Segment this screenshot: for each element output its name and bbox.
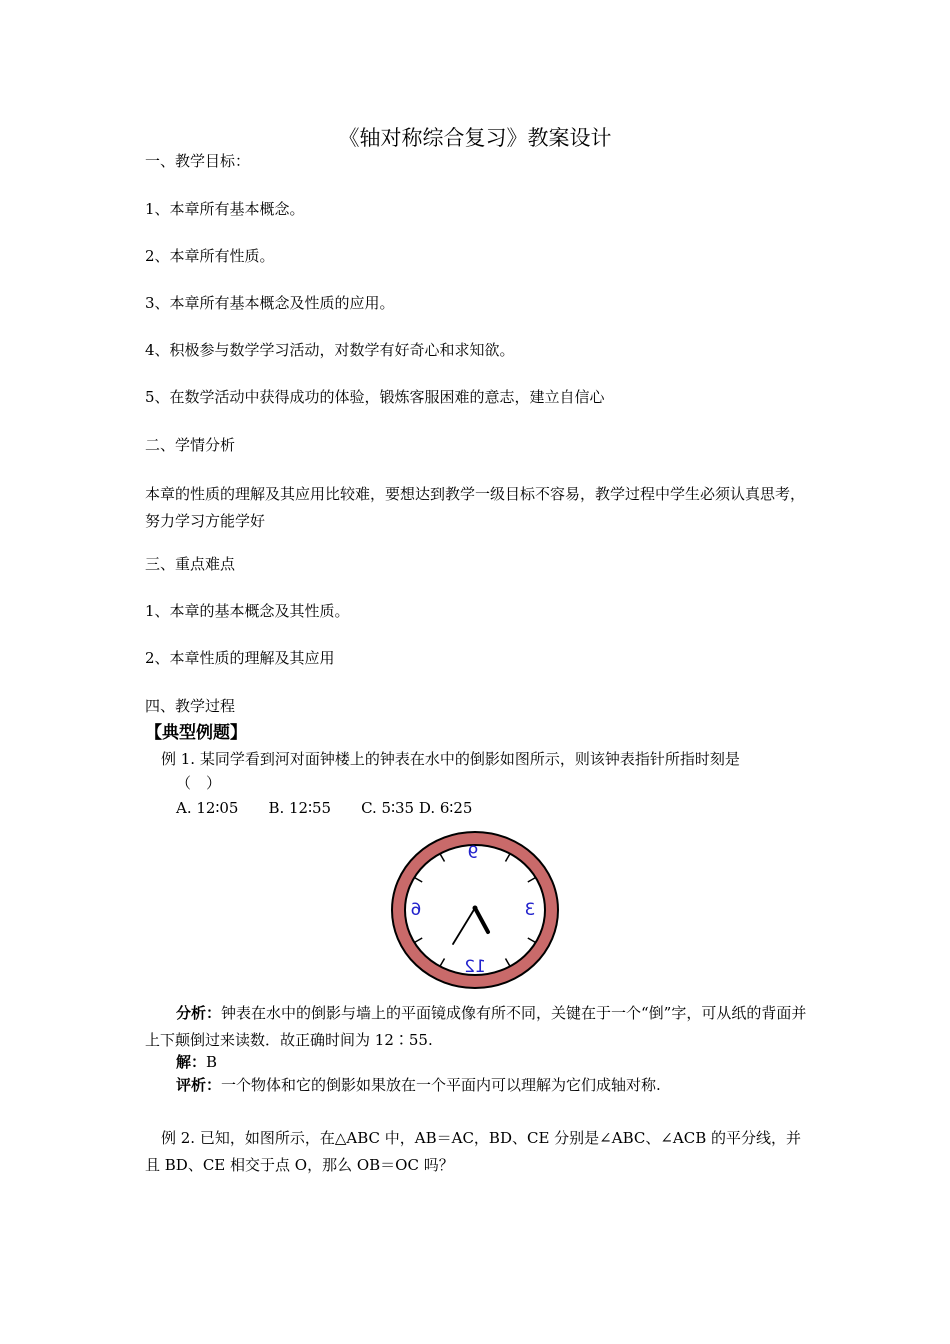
example-1-options: A. 12∶05 B. 12∶55 C. 5∶35 D. 6∶25: [176, 799, 473, 817]
section-2-heading: 二、学情分析: [145, 436, 236, 454]
mirrored-clock-figure: [389, 828, 561, 992]
example-1-question: 例 1. 某同学看到河对面钟楼上的钟表在水中的倒影如图所示，则该钟表指针所指时刻是: [161, 750, 740, 768]
analysis-body: 钟表在水中的倒影与墙上的平面镜成像有所不同，关键在于一个“倒”字，可从纸的背面并上下颠倒过来读数．故正确时间为 12∶55.: [145, 1004, 807, 1049]
answer-line: [176, 1052, 217, 1072]
objective-item-3: 3、本章所有基本概念及性质的应用。: [145, 294, 395, 312]
analysis-label: 分析：: [176, 1004, 222, 1022]
clock-label-left: 6: [410, 900, 422, 920]
document-title: 《轴对称综合复习》教案设计: [338, 126, 612, 150]
comment-line: [176, 1075, 661, 1095]
examples-heading: 【典型例题】: [145, 723, 247, 743]
objective-item-2: 2、本章所有性质。: [145, 247, 275, 265]
clock-center-pin: [473, 906, 478, 911]
key-point-item-1: 1、本章的基本概念及其性质。: [145, 602, 350, 620]
analysis-paragraph: 本章的性质的理解及其应用比较难，要想达到教学一级目标不容易，教学过程中学生必须认真思考，努力学习方能学好: [145, 485, 806, 530]
objective-item-4: 4、积极参与数学学习活动，对数学有好奇心和求知欲。: [145, 341, 515, 359]
objective-item-1: 1、本章所有基本概念。: [145, 200, 305, 218]
clock-label-bottom: 12: [464, 957, 486, 977]
clock-label-right: 3: [524, 900, 536, 920]
example-2-text: 例 2. 已知，如图所示，在△ABC 中，AB＝AC，BD、CE 分别是∠ABC、∠ACB 的平分线，并且 BD、CE 相交于点 O，那么 OB＝OC 吗？: [145, 1129, 802, 1174]
answer-label: 解：: [176, 1053, 207, 1071]
analysis-text: [145, 1000, 810, 1054]
section-3-heading: 三、重点难点: [145, 555, 236, 573]
clock-label-top: 9: [467, 843, 479, 863]
objective-item-5: 5、在数学活动中获得成功的体验，锻炼客服困难的意志，建立自信心: [145, 388, 605, 406]
example-1-answer-paren: （ ）: [176, 774, 222, 792]
comment-body: 一个物体和它的倒影如果放在一个平面内可以理解为它们成轴对称.: [221, 1076, 661, 1094]
comment-label: 评析：: [176, 1076, 222, 1094]
section-1-heading: 一、教学目标：: [145, 152, 251, 170]
section-4-heading: 四、教学过程: [145, 697, 236, 715]
key-point-item-2: 2、本章性质的理解及其应用: [145, 649, 335, 667]
answer-value: B: [206, 1053, 218, 1071]
